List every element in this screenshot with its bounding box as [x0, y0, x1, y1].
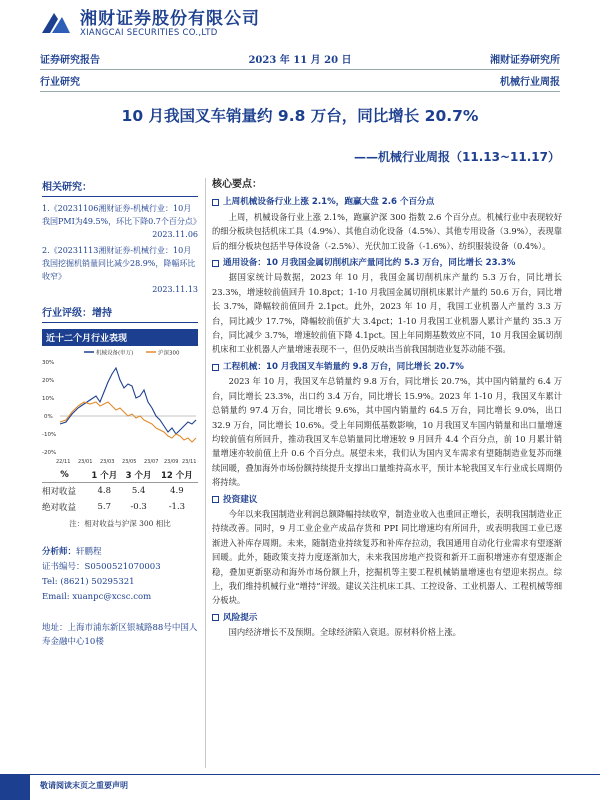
table-cell: 5.7 — [97, 502, 112, 512]
section-heading — [212, 493, 562, 507]
performance-chart — [42, 346, 198, 466]
performance-heading: 近十二个月行业表现 — [42, 329, 198, 346]
table-row — [42, 483, 198, 500]
report-subtitle: ——机械行业周报（11.13~11.17） — [354, 150, 560, 164]
section-heading-text: 工程机械：10 月我国叉车销量约 9.8 万台，同比增长 20.7% — [223, 361, 464, 372]
header-bar-bottom — [40, 70, 560, 92]
x-tick-label: 22/11 — [56, 459, 71, 465]
related-item[interactable]: 1.《20231106湘财证券-机械行业：10月我国PMI为49.5%，环比下降0.7个百分点》 — [42, 204, 201, 226]
certificate-number: 证书编号：S0500521070003 — [42, 562, 161, 572]
y-tick-label: -10% — [42, 432, 57, 438]
y-tick-label: 20% — [42, 378, 55, 384]
legend-series-2: 沪深300 — [158, 350, 180, 357]
y-tick-label: -20% — [42, 450, 57, 456]
logo-name-cn: 湘财证券股份有限公司 — [80, 8, 260, 29]
section-heading-text: 风险提示 — [223, 612, 258, 623]
analyst-email[interactable]: Email: xuanpc@xcsc.com — [42, 592, 152, 602]
main-content — [212, 178, 562, 640]
logo-mark-icon — [38, 9, 74, 39]
table-header: 1 个月 — [87, 468, 121, 483]
header-bar-top — [40, 48, 560, 70]
section-heading-text: 投资建议 — [223, 494, 258, 505]
section-paragraph: 国内经济增长不及预期。全球经济陷入衰退。原材料价格上涨。 — [228, 627, 461, 638]
y-tick-label: 10% — [42, 396, 55, 402]
checkbox-bullet-icon — [212, 199, 219, 206]
table-row — [42, 499, 198, 515]
report-type: 证券研究报告 — [40, 55, 100, 66]
industry-rating: 行业评级：增持 — [42, 304, 198, 323]
related-date: 2023.11.13 — [152, 285, 198, 294]
y-tick-label: 0% — [44, 414, 53, 420]
analyst-block — [42, 545, 198, 605]
footer-disclaimer: 敬请阅读末页之重要声明 — [40, 780, 128, 790]
company-logo — [38, 8, 260, 40]
checkbox-bullet-icon — [212, 364, 219, 371]
table-cell: 4.9 — [170, 486, 184, 496]
performance-table — [42, 468, 198, 515]
analyst-tel: Tel: (8621) 50295321 — [42, 577, 135, 587]
related-heading: 相关研究： — [42, 178, 198, 197]
report-title: 10 月我国叉车销量约 9.8 万台，同比增长 20.7% — [121, 107, 479, 125]
y-tick-label: 30% — [42, 360, 55, 366]
related-item[interactable]: 2.《20231113湘财证券-机械行业：10月我国挖掘机销量同比减少28.9%，降幅环比收窄》 — [42, 246, 196, 281]
section-heading-text: 通用设备：10 月我国金属切削机床产量同比约 5.3 万台，同比增长 23.3% — [223, 258, 516, 269]
x-tick-label: 23/07 — [144, 459, 159, 465]
section-heading — [212, 195, 562, 209]
section-heading — [212, 611, 562, 625]
table-note: 注：相对收益与沪深 300 相比 — [69, 519, 171, 528]
legend-series-1: 机械设备(申万) — [96, 350, 134, 357]
section-paragraph: 今年以来我国制造业利润总额降幅持续收窄，制造业收入也重回正增长，表明我国制造业正持续改善。同时，9 月工业企业产成品存货和 PPI 同比增速均有所回升，或表明我国工业已逐渐进入补库存周期。未来，随制造业持续复苏和补库存拉动，我国通用自动化行业需求有望逐渐回暖。此外，随政策支持力度逐渐加大，未来我国房地产投资和新开工面积增速亦有望逐渐企稳，叠加更新驱动和海外市场份额上升，挖掘机等主要工程机械销量增速也有望迎来拐点。综上，我们维持机械行业“增持”评级。建议关注机床工具、工控设备、工业机器人、工程机械等细分板块。 — [212, 508, 562, 606]
table-cell: -0.3 — [130, 502, 147, 512]
report-date: 2023 年 11 月 20 日 — [248, 55, 352, 66]
table-header: 3 个月 — [121, 468, 155, 483]
analyst-name: 轩鹏程 — [76, 547, 102, 557]
section-paragraph: 2023 年 10 月，我国叉车总销量约 9.8 万台，同比增长 20.7%，其中国内销量约 6.4 万台，同比增长 23.3%，出口约 3.4 万台，同比增长 15.9%。2023 年 1-10 月，我国叉车累计总销量约 97.4 万台，同比增长 9.6%，其中国内销量约 64.5 万台，同比增长 9.0%，出口 32.9 万台，同比增长 10.6%。受上年同期低基数影响，10 月我国叉车国内销量和出口量增速均较前值有所回升，推动我国叉车总销量同比增速较 9 月回升 4.4 个百分点，前 10 月累计销量增速亦较前值上升 0.6 个百分点。展望未来，我们认为国内叉车需求有望随制造业复苏而继续回暖，叠加海外市场份额持续提升支撑出口量维持高水平，预计本轮我国叉车行业成长周期仍将持续。 — [212, 376, 562, 488]
institute-name: 湘财证券研究所 — [490, 55, 560, 66]
section-heading-text: 上周机械设备行业上涨 2.1%，跑赢大盘 2.6 个百分点 — [223, 197, 435, 208]
related-date: 2023.11.06 — [152, 230, 198, 239]
left-sidebar — [42, 178, 201, 649]
x-tick-label: 23/09 — [164, 459, 179, 465]
footer-divider — [0, 774, 600, 775]
section-paragraph: 据国家统计局数据，2023 年 10 月，我国金属切削机床产量约 5.3 万台，同比增长 23.3%，增速较前值回升 10.8pct；1-10 月我国金属切削机床累计产量约 50.6 万台，同比增长 3.7%，降幅较前值回升 2.1pct。此外，2023 年 10 月，我国工业机器人产量约 3.3 万台，同比减少 17.7%，降幅较前值扩大 3.4pct；1-10 月我国工业机器人累计产量约 35.3 万台，同比减少 3.7%，增速较前值下降 4.1pct。国上年同期基数效应不同，10 月我国金属切削机床和工业机器人产量增速表现不一，但仍反映出当前我国制造业复苏动能不强。 — [212, 272, 562, 355]
section-paragraph: 上周，机械设备行业上涨 2.1%，跑赢沪深 300 指数 2.6 个百分点。机械行业中表现较好的细分板块包括机床工具（4.9%）、其他自动化设备（4.5%）、其他专用设备（3.9%），表现靠后的细分板块包括半导体设备（-2.5%）、光伏加工设备（-1.6%）、纺织服装设备（0.4%）。 — [212, 211, 562, 251]
footer-accent — [0, 775, 30, 800]
core-heading: 核心要点： — [212, 179, 262, 190]
table-cell: 4.8 — [97, 486, 112, 496]
table-cell: 5.4 — [131, 486, 146, 496]
checkbox-bullet-icon — [212, 260, 219, 267]
report-category: 行业研究 — [40, 77, 80, 88]
checkbox-bullet-icon — [212, 496, 219, 503]
column-divider — [205, 178, 206, 768]
row-label: 相对收益 — [42, 487, 77, 497]
x-tick-label: 23/11 — [182, 459, 197, 465]
x-tick-label: 23/01 — [78, 459, 93, 465]
section-heading — [212, 360, 562, 374]
analyst-label: 分析师： — [42, 547, 77, 557]
table-header: 12 个月 — [156, 468, 198, 483]
checkbox-bullet-icon — [212, 614, 219, 621]
table-header: % — [42, 468, 87, 483]
section-heading — [212, 256, 562, 270]
address: 地址：上海市浦东新区银城路88号中国人寿金融中心10楼 — [42, 623, 198, 647]
performance-chart-svg — [42, 346, 198, 466]
x-tick-label: 23/05 — [122, 459, 137, 465]
table-cell: -1.3 — [168, 502, 186, 512]
logo-name-en: XIANGCAI SECURITIES CO.,LTD — [80, 27, 218, 38]
x-tick-label: 23/03 — [100, 459, 115, 465]
row-label: 绝对收益 — [42, 503, 77, 513]
report-series: 机械行业周报 — [500, 77, 560, 88]
